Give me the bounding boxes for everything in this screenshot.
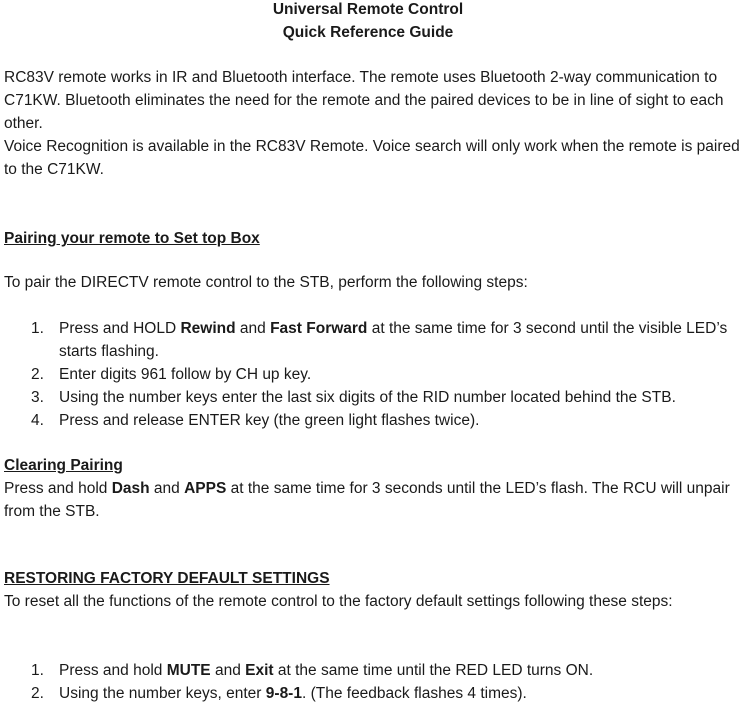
apps-key: APPS [184, 480, 227, 497]
clearing-section [4, 454, 742, 523]
clearing-text-part: Press and hold [4, 480, 112, 497]
pairing-intro-block [4, 271, 742, 294]
pairing-steps-block [4, 317, 742, 432]
restoring-steps-block [4, 659, 742, 705]
step-number: 1. [31, 320, 44, 337]
step-text: at the same time until the RED LED turns ON. [273, 662, 594, 679]
pairing-step [4, 317, 742, 363]
pairing-steps-list [4, 317, 742, 432]
step-number: 1. [31, 662, 44, 679]
code-981: 9-8-1 [265, 685, 302, 702]
intro-section [4, 66, 742, 181]
step-number: 3. [31, 389, 44, 406]
restoring-section [4, 567, 742, 613]
fast-forward-key: Fast Forward [270, 320, 368, 337]
step-text: Press and release ENTER key (the green light flashes twice). [59, 412, 480, 429]
exit-key: Exit [245, 662, 274, 679]
step-text: and [210, 662, 246, 679]
dash-key: Dash [111, 480, 150, 497]
step-text: and [235, 320, 271, 337]
step-text: Using the number keys enter the last six digits of the RID number located behind the STB. [59, 389, 676, 406]
intro-paragraph-1: RC83V remote works in IR and Bluetooth interface. The remote uses Bluetooth 2-way communication to C71KW. Bluetooth eliminates the need for the remote and the paired devices to be in line of sight to each other. [4, 69, 724, 132]
pairing-heading: Pairing your remote to Set top Box [4, 230, 260, 247]
restoring-heading: RESTORING FACTORY DEFAULT SETTINGS [4, 570, 330, 587]
document-title [0, 0, 738, 44]
step-text: at the same time for 3 second until the visible LED’s starts flashing. [59, 320, 728, 360]
title-line-1: Universal Remote Control [272, 1, 464, 18]
step-text: . (The feedback flashes 4 times). [301, 685, 527, 702]
mute-key: MUTE [166, 662, 211, 679]
pairing-step [4, 363, 742, 386]
step-number: 2. [31, 685, 44, 702]
pairing-step [4, 386, 742, 409]
step-text: Press and HOLD [59, 320, 181, 337]
clearing-text [4, 477, 742, 523]
step-text: Using the number keys, enter [59, 685, 266, 702]
pairing-section [4, 227, 742, 250]
intro-paragraph-2: Voice Recognition is available in the RC83V Remote. Voice search will only work when the remote is paired to the C71KW. [4, 138, 740, 178]
title-line-2: Quick Reference Guide [282, 24, 454, 41]
clearing-text-part: and [149, 480, 185, 497]
pairing-intro: To pair the DIRECTV remote control to the STB, perform the following steps: [4, 274, 528, 291]
step-text: Press and hold [59, 662, 167, 679]
restoring-steps-list [4, 659, 742, 705]
step-text: Enter digits 961 follow by CH up key. [59, 366, 312, 383]
step-number: 4. [31, 412, 44, 429]
pairing-step [4, 409, 742, 432]
restoring-intro: To reset all the functions of the remote control to the factory default settings following these steps: [4, 593, 673, 610]
restoring-step [4, 659, 742, 682]
step-number: 2. [31, 366, 44, 383]
restoring-step [4, 682, 742, 705]
rewind-key: Rewind [180, 320, 236, 337]
clearing-text-part: at the same time for 3 seconds until the LED’s flash. The RCU will unpair from the STB. [4, 480, 730, 520]
clearing-heading: Clearing Pairing [4, 457, 123, 474]
